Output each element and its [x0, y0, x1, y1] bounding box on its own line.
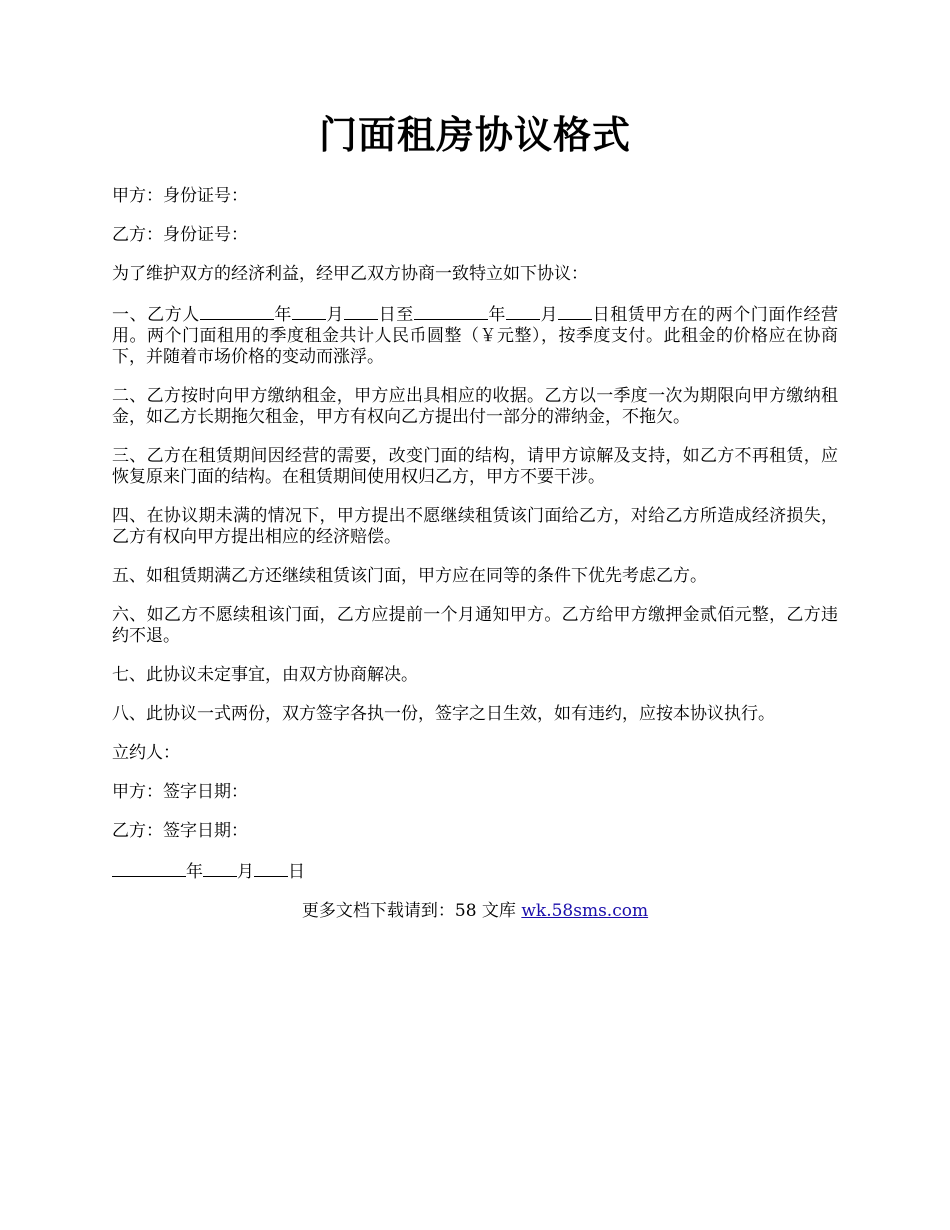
clause-8: 八、此协议一式两份，双方签字各执一份，签字之日生效，如有违约，应按本协议执行。: [112, 704, 775, 724]
blank-line: [200, 303, 274, 320]
clause-1-year: 年: [273, 305, 292, 325]
blank-line: [292, 303, 326, 320]
clause-1-month: 月: [325, 305, 345, 325]
document-title: 门面租房协议格式: [318, 112, 631, 157]
clause-2: 二、乙方按时向甲方缴纳租金，甲方应出具相应的收据。乙方以一季度一次为期限向甲方缴纳租金，如乙方长期拖欠租金，甲方有权向乙方提出付一部分的滞纳金，不拖欠。: [112, 386, 838, 427]
date-day: 日: [288, 862, 305, 882]
blank-line: [506, 303, 540, 320]
clause-1: [112, 303, 838, 368]
date-year: 年: [186, 862, 203, 882]
clause-1-year-2: 年: [487, 305, 506, 325]
party-a-line: 甲方：身份证号：: [112, 186, 248, 206]
clause-4: 四、在协议期未满的情况下，甲方提出不愿继续租赁该门面给乙方，对给乙方所造成经济损失，乙方有权向甲方提出相应的经济赔偿。: [112, 506, 838, 547]
party-a-signature: 甲方：签字日期：: [112, 782, 248, 802]
blank-line: [344, 303, 378, 320]
clause-1-rest: 日租赁甲方在的两个门面作经营用。两个门面租用的季度租金共计人民币圆整（￥元整），按季度支付。此租金的价格应在协商下，并随着市场价格的变动而涨浮。: [112, 305, 839, 367]
blank-line: [414, 303, 488, 320]
blank-line: [112, 860, 186, 877]
blank-line: [558, 303, 592, 320]
preamble: 为了维护双方的经济利益，经甲乙双方协商一致特立如下协议：: [112, 264, 588, 284]
date-line: [112, 860, 838, 883]
footer: [112, 901, 838, 922]
party-b-line: 乙方：身份证号：: [112, 225, 248, 245]
clause-7: 七、此协议未定事宜，由双方协商解决。: [112, 665, 418, 685]
clause-1-day-to: 日至: [378, 305, 414, 325]
clause-3: 三、乙方在租赁期间因经营的需要，改变门面的结构，请甲方谅解及支持，如乙方不再租赁，应恢复原来门面的结构。在租赁期间使用权归乙方，甲方不要干涉。: [112, 446, 838, 487]
date-month: 月: [237, 862, 254, 882]
signatories-label: 立约人：: [112, 743, 180, 763]
clause-6: 六、如乙方不愿续租该门面，乙方应提前一个月通知甲方。乙方给甲方缴押金贰佰元整，乙方违约不退。: [112, 605, 838, 646]
party-b-signature: 乙方：签字日期：: [112, 821, 248, 841]
blank-line: [203, 860, 237, 877]
footer-link[interactable]: wk.58sms.com: [521, 901, 649, 921]
clause-5: 五、如租赁期满乙方还继续租赁该门面，甲方应在同等的条件下优先考虑乙方。: [112, 566, 707, 586]
clause-1-start: 一、乙方人: [112, 305, 200, 325]
clause-1-month-2: 月: [539, 305, 559, 325]
blank-line: [254, 860, 288, 877]
footer-text: 更多文档下载请到：58 文库: [301, 901, 522, 921]
